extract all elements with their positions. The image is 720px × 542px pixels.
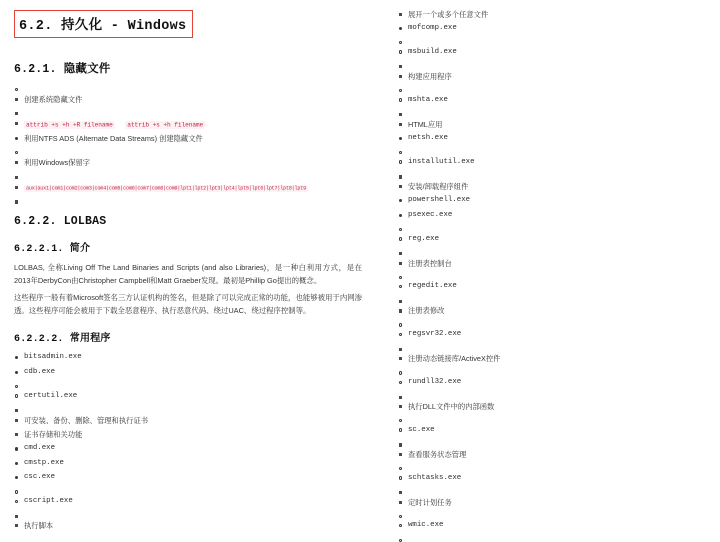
list-item: cscript.exe — [24, 496, 368, 508]
list-item: 创建系统隐藏文件 — [24, 94, 368, 106]
list-item: csc.exe — [24, 472, 368, 484]
list-item: sc.exe — [408, 425, 712, 437]
list-item: mshta.exe — [408, 95, 712, 107]
list-item: 查看服务状态管理 — [408, 449, 712, 461]
list-item: HTML应用 — [408, 119, 712, 131]
list-item — [408, 248, 712, 255]
list-item — [24, 172, 368, 179]
list-item: cmd.exe — [24, 443, 368, 455]
list-item: msbuild.exe — [408, 47, 712, 59]
list-item: installutil.exe — [408, 157, 712, 169]
subsection-heading-common-programs: 6.2.2.2. 常用程序 — [14, 334, 111, 346]
list-item: 利用NTFS ADS (Alternate Data Streams) 创建隐藏文件 — [24, 133, 368, 145]
lolbas-programs-list — [392, 9, 712, 542]
paragraph: 这些程序一般有着Microsoft签名三方认证机构的签名，但是除了可以完成正常的功能，也能够被用于内网渗透。这些程序可能会被用于下载全恶意程序、执行恶意代码、绕过UAC、绕过程序控制等。 — [14, 293, 362, 316]
list-item: 安装/卸载程序组件 — [408, 181, 712, 193]
list-item — [408, 535, 712, 542]
subsection-heading-intro: 6.2.2.1. 简介 — [14, 244, 91, 256]
list-item: cdb.exe — [24, 367, 368, 379]
list-item — [24, 511, 368, 518]
list-item — [408, 320, 712, 327]
list-item: 证书存储和关功能 — [24, 429, 368, 441]
list-item — [408, 463, 712, 470]
list-item: 构建应用程序 — [408, 71, 712, 83]
list-item: reg.exe — [408, 234, 712, 246]
inline-code: attrib +s +h +R filename — [26, 121, 113, 129]
list-item: cmstp.exe — [24, 458, 368, 470]
list-item — [408, 511, 712, 518]
list-item: bitsadmin.exe — [24, 352, 368, 364]
list-item — [408, 171, 712, 178]
list-item: 定时计划任务 — [408, 497, 712, 509]
list-item — [24, 108, 368, 115]
list-item — [408, 296, 712, 303]
list-item: certutil.exe — [24, 391, 368, 403]
list-item-command — [24, 118, 368, 129]
inline-code: attrib +s +h filename — [127, 121, 204, 129]
list-item: regsvr32.exe — [408, 329, 712, 341]
list-item — [408, 109, 712, 116]
list-item — [24, 381, 368, 388]
list-item: wmic.exe — [408, 520, 712, 532]
list-item — [408, 487, 712, 494]
paragraph: LOLBAS, 全称Living Off The Land Binaries and Scripts (and also Libraries)，是一种白利用方式，是在2013年DerbyCon由Christopher Campbell和Matt Graeber发现。最初是Phillip Go提出的概念。 — [14, 263, 362, 286]
list-item — [408, 147, 712, 154]
list-item: regedit.exe — [408, 281, 712, 293]
list-item: 注册表控制台 — [408, 258, 712, 270]
common-programs-list — [8, 352, 368, 532]
list-item — [408, 37, 712, 44]
list-item — [408, 392, 712, 399]
list-item: 注册表修改 — [408, 305, 712, 317]
list-item: 可安装、备份、删除、管理和执行证书 — [24, 415, 368, 427]
section-heading-hidden-files: 6.2.1. 隐藏文件 — [14, 63, 111, 76]
list-item — [408, 439, 712, 446]
list-item: powershell.exe — [408, 195, 712, 207]
list-item: 展开一个或多个任意文件 — [408, 9, 712, 21]
list-item: 执行脚本 — [24, 520, 368, 532]
hidden-files-list — [8, 84, 368, 203]
list-item — [408, 344, 712, 351]
list-item — [408, 85, 712, 92]
list-item — [408, 368, 712, 375]
list-item — [408, 272, 712, 279]
list-item — [408, 61, 712, 68]
list-item — [24, 147, 368, 154]
inline-code: aux|aux1|com1|com2|com3|com4|com5|com6|com7|com8|com9|lpt1|lpt2|lpt3|lpt4|lpt5|lpt6|lpt7|lpt8|lpt9 — [26, 185, 306, 192]
list-item: netsh.exe — [408, 133, 712, 145]
list-item: psexec.exe — [408, 210, 712, 222]
list-item: mofcomp.exe — [408, 23, 712, 35]
list-item: 注册动态链接库/ActiveX控件 — [408, 353, 712, 365]
section-heading-lolbas: 6.2.2. LOLBAS — [14, 215, 107, 229]
list-item: rundll32.exe — [408, 377, 712, 389]
right-column — [378, 0, 720, 530]
list-item — [408, 415, 712, 422]
page-title: 6.2. 持久化 - Windows — [14, 10, 193, 38]
list-item — [24, 84, 368, 91]
list-item-command — [24, 182, 368, 194]
list-item: 执行DLL文件中的内部函数 — [408, 401, 712, 413]
list-item: 利用Windows保留字 — [24, 157, 368, 169]
list-item — [408, 224, 712, 231]
list-item: schtasks.exe — [408, 473, 712, 485]
list-item — [24, 487, 368, 494]
list-item — [24, 405, 368, 412]
list-item — [24, 196, 368, 203]
